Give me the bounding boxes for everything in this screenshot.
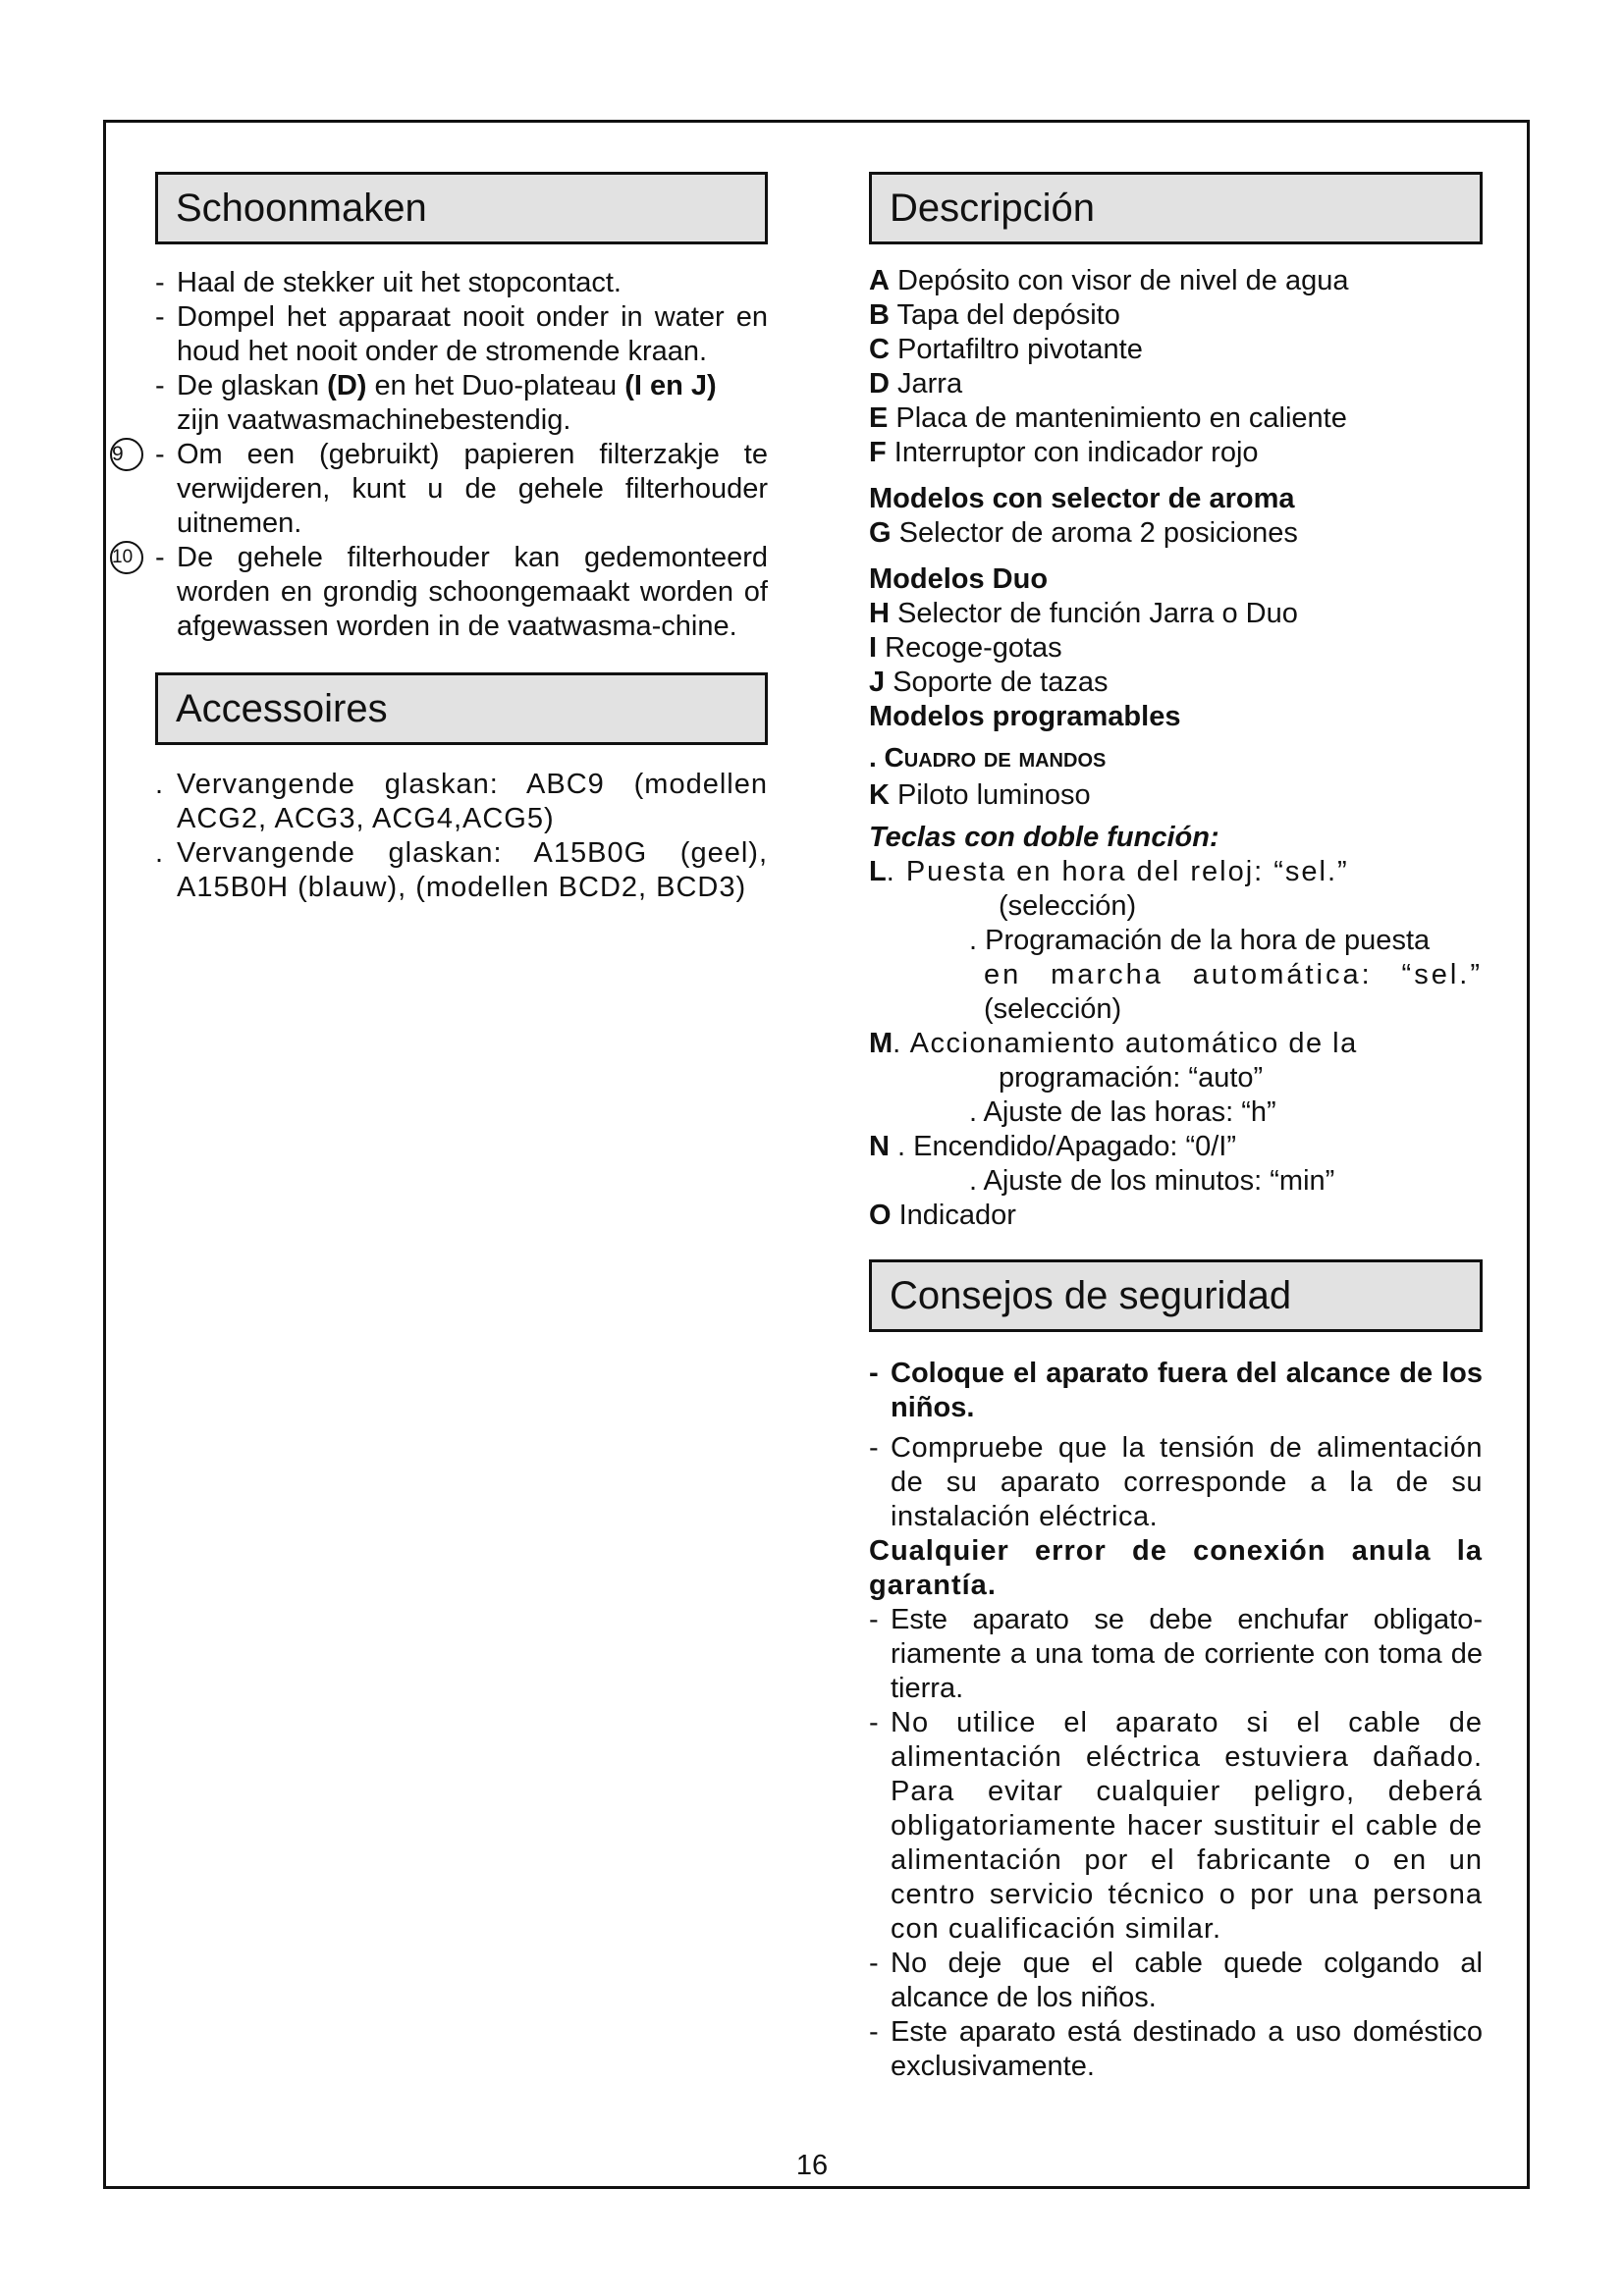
list-item: 9 - Om een (gebruikt) papieren filterzakje te verwijderen, kunt u de gehele filterhouder uitnemen. [112,439,768,539]
list-item: - De glaskan (D) en het Duo-plateau (I en J) zijn vaatwasmachinebestendig. [155,370,717,436]
section-title-accessoires: Accessoires [155,672,768,745]
desc-item: O Indicador [869,1200,1016,1231]
list-item: - Dompel het apparaat nooit onder in water en houd het nooit onder de stromende kraan. [155,301,768,367]
desc-line: . Ajuste de los minutos: “min” [969,1165,1335,1197]
page-number: 16 [795,2150,829,2181]
list-item: . Vervangende glaskan: ABC9 (modellen ACG2, ACG3, ACG4,ACG5) [155,769,768,834]
seguridad-list [869,1357,1483,2084]
desc-item: D Jarra [869,368,963,400]
desc-item: H Selector de función Jarra o Duo [869,598,1298,629]
desc-item: J Soporte de tazas [869,667,1109,698]
section-title-seguridad: Consejos de seguridad [869,1259,1483,1332]
desc-line: . Programación de la hora de puesta [969,925,1431,956]
desc-item-N: N . Encendido/Apagado: “0/I” [869,1131,1237,1162]
aroma-subheading: Modelos con selector de aroma [869,483,1295,514]
step-10-marker: 10 [110,541,143,574]
list-item: - No utilice el aparato si el cable de alimentación eléctrica estuviera dañado. Para evitar cualquier peligro, deberá obligatoriamente hacer sustituir el cable de alimentación por el fabricante o en un centro servicio técnico o por una persona con cualificación similar. [869,1707,1483,1945]
left-column [112,172,768,905]
cuadro-de-mandos: . Cuadro de mandos [869,742,1107,773]
desc-item: G Selector de aroma 2 posiciones [869,517,1298,549]
list-item: - No deje que el cable quede colgando al alcance de los niños. [869,1948,1483,2013]
schoonmaken-list [112,266,768,644]
desc-item: B Tapa del depósito [869,299,1120,331]
desc-item-L: L. Puesta en hora del reloj: “sel.” [869,856,1349,887]
accessoires-list [155,768,768,905]
step-9-marker: 9 [110,438,143,471]
list-item: 10 - De gehele filterhouder kan gedemonteerd worden en grondig schoongemaakt worden of afgewassen worden in de vaatwasma-chine. [112,542,768,642]
programables-subheading: Modelos programables [869,701,1181,732]
list-item: - Haal de stekker uit het stopcontact. [155,267,622,298]
desc-item: I Recoge-gotas [869,632,1062,664]
section-title-schoonmaken: Schoonmaken [155,172,768,244]
list-item: - Compruebe que la tensión de alimentación de su aparato corresponde a la de su instalación eléctrica. [869,1432,1483,1532]
descripcion-list [869,264,1483,1233]
desc-item: A Depósito con visor de nivel de agua [869,265,1349,296]
warranty-note: Cualquier error de conexión anula la garantía. [869,1535,1483,1601]
desc-item-M: M. Accionamiento automático de la [869,1028,1358,1059]
desc-item: F Interruptor con indicador rojo [869,437,1259,468]
desc-item: E Placa de mantenimiento en caliente [869,402,1347,434]
list-item: - Este aparato está destinado a uso doméstico exclusivamente. [869,2016,1483,2082]
right-column [869,172,1483,2084]
desc-item: C Portafiltro pivotante [869,334,1143,365]
list-item: - Coloque el aparato fuera del alcance de los niños. [869,1358,1483,1423]
section-title-descripcion: Descripción [869,172,1483,244]
desc-line: (selección) [999,890,1137,922]
teclas-subheading: Teclas con doble función: [869,822,1219,853]
duo-subheading: Modelos Duo [869,563,1049,595]
desc-line: (selección) [984,993,1122,1025]
desc-line: programación: “auto” [999,1062,1264,1094]
desc-line: . Ajuste de las horas: “h” [969,1096,1276,1128]
desc-line: en marcha automática: “sel.” [984,959,1483,990]
list-item: - Este aparato se debe enchufar obligato-riamente a una toma de corriente con toma de tierra. [869,1604,1483,1704]
list-item: . Vervangende glaskan: A15B0G (geel), A15B0H (blauw), (modellen BCD2, BCD3) [155,837,768,903]
desc-item: K Piloto luminoso [869,779,1091,811]
